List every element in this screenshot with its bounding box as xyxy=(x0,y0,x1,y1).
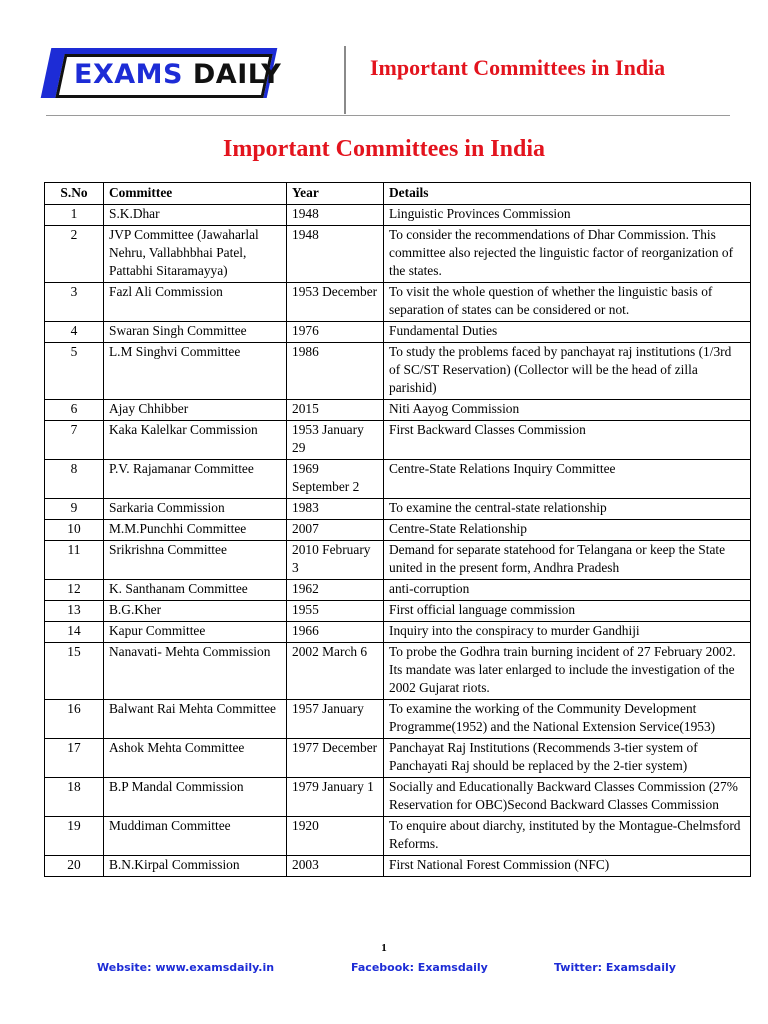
column-header-year: Year xyxy=(287,183,384,205)
cell-committee: K. Santhanam Committee xyxy=(104,580,287,601)
cell-year: 1976 xyxy=(287,322,384,343)
cell-details: To examine the central-state relationship xyxy=(384,499,751,520)
cell-year: 1969 September 2 xyxy=(287,460,384,499)
cell-sno: 5 xyxy=(45,343,104,400)
cell-details: To study the problems faced by panchayat raj institutions (1/3rd of SC/ST Reservation) (Collector will be the head of zilla parishid) xyxy=(384,343,751,400)
header-rule xyxy=(46,115,730,116)
cell-year: 1948 xyxy=(287,205,384,226)
cell-committee: Sarkaria Commission xyxy=(104,499,287,520)
cell-details: Demand for separate statehood for Telangana or keep the State united in the present form, Andhra Pradesh xyxy=(384,541,751,580)
committees-table xyxy=(44,182,751,877)
table-row xyxy=(45,460,751,499)
cell-committee: Nanavati- Mehta Commission xyxy=(104,643,287,700)
footer-website-link[interactable]: Website: www.examsdaily.in xyxy=(97,961,275,974)
table-row xyxy=(45,226,751,283)
table-header xyxy=(45,183,751,205)
cell-sno: 10 xyxy=(45,520,104,541)
cell-committee: Ashok Mehta Committee xyxy=(104,739,287,778)
cell-committee: S.K.Dhar xyxy=(104,205,287,226)
cell-details: Panchayat Raj Institutions (Recommends 3-tier system of Panchayati Raj should be replaced by the 2-tier system) xyxy=(384,739,751,778)
table-row xyxy=(45,283,751,322)
cell-details: To enquire about diarchy, instituted by the Montague-Chelmsford Reforms. xyxy=(384,817,751,856)
page-title: Important Committees in India xyxy=(223,136,545,162)
cell-details: Inquiry into the conspiracy to murder Gandhiji xyxy=(384,622,751,643)
table-row xyxy=(45,499,751,520)
logo-word-daily: DAILY xyxy=(192,59,282,90)
cell-details: First Backward Classes Commission xyxy=(384,421,751,460)
cell-details: Socially and Educationally Backward Classes Commission (27% Reservation for OBC)Second Backward Classes Commission xyxy=(384,778,751,817)
cell-year: 2002 March 6 xyxy=(287,643,384,700)
cell-sno: 12 xyxy=(45,580,104,601)
cell-committee: M.M.Punchhi Committee xyxy=(104,520,287,541)
cell-sno: 1 xyxy=(45,205,104,226)
cell-committee: Swaran Singh Committee xyxy=(104,322,287,343)
cell-sno: 9 xyxy=(45,499,104,520)
cell-year: 1953 December xyxy=(287,283,384,322)
cell-details: Niti Aayog Commission xyxy=(384,400,751,421)
table-row xyxy=(45,343,751,400)
table-row xyxy=(45,541,751,580)
cell-year: 1977 December xyxy=(287,739,384,778)
footer-twitter-link[interactable]: Twitter: Examsdaily xyxy=(554,961,676,974)
cell-committee: B.P Mandal Commission xyxy=(104,778,287,817)
cell-committee: Kapur Committee xyxy=(104,622,287,643)
cell-sno: 11 xyxy=(45,541,104,580)
cell-year: 1948 xyxy=(287,226,384,283)
page-header xyxy=(0,0,768,118)
logo-word-exams: EXAMS xyxy=(74,59,183,90)
cell-details: Centre-State Relationship xyxy=(384,520,751,541)
cell-committee: P.V. Rajamanar Committee xyxy=(104,460,287,499)
header-divider xyxy=(344,46,346,114)
cell-sno: 17 xyxy=(45,739,104,778)
footer-facebook-link[interactable]: Facebook: Examsdaily xyxy=(351,961,488,974)
table-row xyxy=(45,700,751,739)
cell-sno: 2 xyxy=(45,226,104,283)
table-row xyxy=(45,421,751,460)
table-row xyxy=(45,856,751,877)
exams-daily-logo xyxy=(46,42,286,112)
cell-committee: B.G.Kher xyxy=(104,601,287,622)
cell-year: 1920 xyxy=(287,817,384,856)
cell-year: 1979 January 1 xyxy=(287,778,384,817)
table-row xyxy=(45,520,751,541)
cell-year: 2010 February 3 xyxy=(287,541,384,580)
cell-year: 2003 xyxy=(287,856,384,877)
cell-committee: Kaka Kalelkar Commission xyxy=(104,421,287,460)
header-title: Important Committees in India xyxy=(370,55,666,80)
column-header-sno: S.No xyxy=(45,183,104,205)
cell-committee: Ajay Chhibber xyxy=(104,400,287,421)
cell-year: 1962 xyxy=(287,580,384,601)
cell-year: 2015 xyxy=(287,400,384,421)
cell-year: 1966 xyxy=(287,622,384,643)
cell-committee: Fazl Ali Commission xyxy=(104,283,287,322)
cell-details: To visit the whole question of whether the linguistic basis of separation of states can be considered or not. xyxy=(384,283,751,322)
table-row xyxy=(45,322,751,343)
cell-details: First official language commission xyxy=(384,601,751,622)
table-row xyxy=(45,817,751,856)
table-row xyxy=(45,778,751,817)
cell-details: First National Forest Commission (NFC) xyxy=(384,856,751,877)
table-row xyxy=(45,580,751,601)
cell-year: 2007 xyxy=(287,520,384,541)
cell-committee: JVP Committee (Jawaharlal Nehru, Vallabhbhai Patel, Pattabhi Sitaramayya) xyxy=(104,226,287,283)
cell-committee: B.N.Kirpal Commission xyxy=(104,856,287,877)
cell-year: 1953 January 29 xyxy=(287,421,384,460)
cell-sno: 20 xyxy=(45,856,104,877)
cell-sno: 7 xyxy=(45,421,104,460)
cell-committee: Srikrishna Committee xyxy=(104,541,287,580)
cell-details: To consider the recommendations of Dhar Commission. This committee also rejected the linguistic factor of reorganization of the states. xyxy=(384,226,751,283)
page-number: 1 xyxy=(381,942,387,954)
column-header-committee: Committee xyxy=(104,183,287,205)
cell-details: anti-corruption xyxy=(384,580,751,601)
table-row xyxy=(45,643,751,700)
cell-committee: Muddiman Committee xyxy=(104,817,287,856)
cell-year: 1955 xyxy=(287,601,384,622)
cell-sno: 19 xyxy=(45,817,104,856)
cell-sno: 18 xyxy=(45,778,104,817)
table-row xyxy=(45,400,751,421)
cell-year: 1983 xyxy=(287,499,384,520)
table-row xyxy=(45,601,751,622)
cell-sno: 13 xyxy=(45,601,104,622)
cell-sno: 14 xyxy=(45,622,104,643)
cell-year: 1986 xyxy=(287,343,384,400)
cell-committee: L.M Singhvi Committee xyxy=(104,343,287,400)
table-row xyxy=(45,622,751,643)
logo-text xyxy=(74,59,281,90)
cell-details: Linguistic Provinces Commission xyxy=(384,205,751,226)
cell-sno: 15 xyxy=(45,643,104,700)
table-header-row xyxy=(45,183,751,205)
cell-sno: 8 xyxy=(45,460,104,499)
table-row xyxy=(45,739,751,778)
cell-sno: 3 xyxy=(45,283,104,322)
cell-sno: 6 xyxy=(45,400,104,421)
cell-sno: 4 xyxy=(45,322,104,343)
cell-details: To examine the working of the Community Development Programme(1952) and the National Extension Service(1953) xyxy=(384,700,751,739)
cell-sno: 16 xyxy=(45,700,104,739)
cell-details: To probe the Godhra train burning incident of 27 February 2002. Its mandate was later enlarged to include the investigation of the 2002 Gujarat riots. xyxy=(384,643,751,700)
table-body xyxy=(45,205,751,877)
cell-details: Fundamental Duties xyxy=(384,322,751,343)
cell-committee: Balwant Rai Mehta Committee xyxy=(104,700,287,739)
table-row xyxy=(45,205,751,226)
cell-details: Centre-State Relations Inquiry Committee xyxy=(384,460,751,499)
column-header-details: Details xyxy=(384,183,751,205)
cell-year: 1957 January xyxy=(287,700,384,739)
